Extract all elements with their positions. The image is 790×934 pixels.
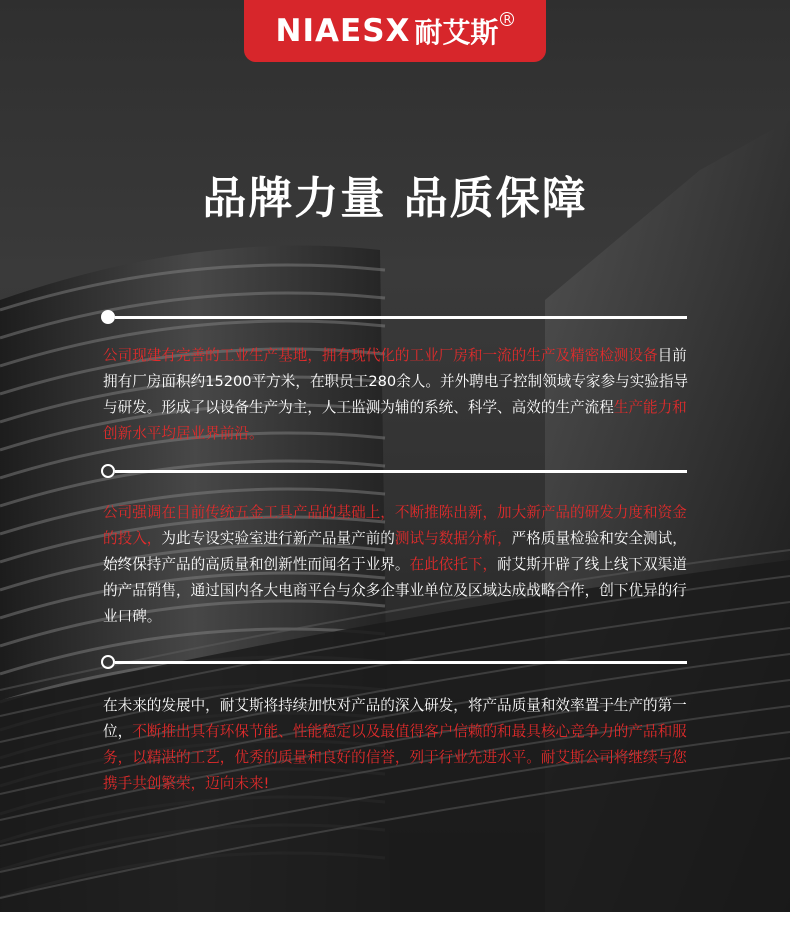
paragraph-text-segment: 不断推出具有环保节能、性能稳定以及最值得客户信赖的和最具核心竞争力的产品和服务，以精湛的工艺，优秀的质量和良好的信誉，列于行业先进水平。耐艾斯公司将继续与您携手共创繁荣，迈向未来! (103, 723, 687, 792)
brand-logo (244, 0, 546, 62)
paragraph-text-segment: 生产能力和创新水平均居业界前沿。 (103, 399, 687, 442)
paragraph-3 (103, 693, 693, 797)
divider-line (115, 470, 687, 473)
paragraph-2 (103, 500, 693, 630)
logo-latin-text: NIAESX (275, 13, 411, 49)
bullet-dot-icon (101, 310, 115, 324)
section-divider-1 (101, 310, 687, 324)
paragraph-text-segment: 耐艾斯开辟了线上线下双渠道的产品销售，通过国内各大电商平台与众多企事业单位及区域达成战略合作，创下优异的行业口碑。 (103, 556, 687, 625)
bullet-ring-icon (101, 655, 115, 669)
divider-line (115, 661, 687, 664)
paragraph-1 (103, 343, 693, 447)
registered-mark-icon: R (500, 12, 514, 26)
paragraph-text-segment: 在未来的发展中，耐艾斯将持续加快对产品的深入研发，将产品质量和效率置于生产的第一位， (103, 697, 687, 740)
paragraph-text-segment: 在此依托下， (409, 556, 498, 573)
bullet-ring-icon (101, 464, 115, 478)
paragraph-text-segment: 公司强调在目前传统五金工具产品的基础上，不断推陈出新，加大新产品的研发力度和资金的投入， (103, 504, 687, 547)
paragraph-text-segment: 测试与数据分析， (394, 530, 512, 547)
paragraph-text-segment: 目前拥有厂房面积约15200平方米，在职员工280余人。并外聘电子控制领域专家参与实验指导与研发。形成了以设备生产为主，人工监测为辅的系统、科学、高效的生产流程 (103, 347, 689, 416)
divider-line (115, 316, 687, 319)
paragraph-text-segment: 公司现建有完善的工业生产基地，拥有现代化的工业厂房和一流的生产及精密检测设备 (103, 347, 658, 364)
section-divider-3 (101, 655, 687, 669)
section-divider-2 (101, 464, 687, 478)
paragraph-text-segment: 为此专设实验室进行新产品量产前的 (161, 530, 395, 547)
page-title: 品牌力量 品质保障 (202, 173, 588, 224)
logo-chinese-text: 耐艾斯 (414, 16, 499, 49)
paragraph-text-segment: 严格质量检验和安全测试，始终保持产品的高质量和创新性而闻名于业界。 (103, 530, 687, 573)
